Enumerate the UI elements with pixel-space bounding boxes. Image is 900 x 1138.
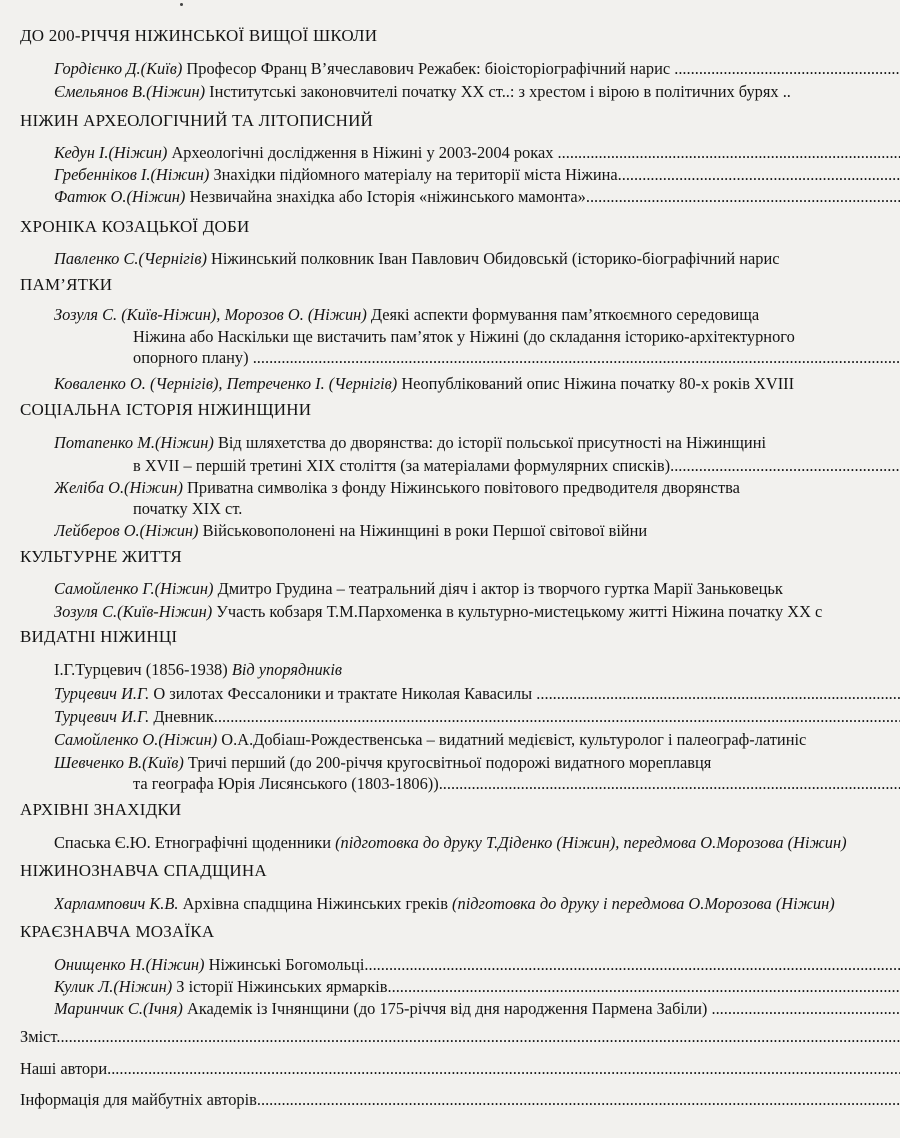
entry-title: Знахідки підйомного матеріалу на території міста Ніжина — [209, 165, 618, 184]
entry-title: Військовополонені на Ніжинщині в роки Першої світової війни — [198, 521, 648, 540]
entry-title: Дневник — [149, 707, 214, 726]
leader-dots — [711, 999, 900, 1018]
toc-entry — [54, 248, 900, 269]
toc-entry — [54, 683, 900, 704]
section-title: ВИДАТНІ НІЖИНЦІ — [20, 627, 178, 646]
toc-entry — [54, 477, 900, 498]
entry-title: О зилотах Фессалоники и трактате Николая Кавасилы — [149, 684, 537, 703]
entry-continuation: та географа Юрія Лисянського (1803-1806)) ..... — [133, 773, 900, 794]
toc-entry — [54, 164, 900, 185]
entry-author: Гордієнко Д.(Київ) — [54, 59, 183, 78]
entry-author: Лейберов О.(Ніжин) — [54, 521, 199, 540]
section-title: НІЖИН АРХЕОЛОГІЧНИЙ ТА ЛІТОПИСНИЙ — [20, 111, 374, 130]
entry-author: Ємельянов В.(Ніжин) — [54, 82, 206, 101]
section-title: КУЛЬТУРНЕ ЖИТТЯ — [20, 547, 182, 566]
entry-author: Спаська Є.Ю. — [54, 833, 151, 852]
entry-title: З історії Ніжинських ярмарків — [172, 977, 388, 996]
toc-entry — [54, 998, 900, 1019]
toc-entry — [54, 601, 900, 622]
entry-title: Тричі перший (до 200-річчя кругосвітньої подорожі видатного мореплавця — [183, 753, 712, 772]
toc-entry — [54, 954, 900, 975]
leader-dots — [214, 707, 900, 726]
toc-entry — [54, 706, 900, 727]
toc-footer-authors: Наші автори ..... — [20, 1059, 900, 1079]
entry-title: Дмитро Грудина – театральний діяч і актор із творчого гуртка Марії Заньковецьк — [213, 579, 783, 598]
entry-author: Кедун І.(Ніжин) — [54, 143, 168, 162]
entry-note: (підготовка до друку і передмова О.Морозова (Ніжин) — [452, 894, 835, 913]
section-title: КРАЄЗНАВЧА МОЗАЇКА — [20, 922, 215, 941]
toc-entry — [54, 432, 900, 453]
toc-entry — [54, 832, 900, 853]
entry-title: Приватна символіка з фонду Ніжинського повітового предводителя дворянства — [182, 478, 740, 497]
entry-note: Від упорядників — [231, 660, 342, 679]
entry-author: Самойленко Г.(Ніжин) — [54, 579, 214, 598]
entry-title: Етнографічні щоденники — [150, 833, 336, 852]
toc-entry — [54, 373, 900, 394]
entry-title: Археологічні дослідження в Ніжині у 2003-2004 роках — [167, 143, 558, 162]
section-title: ДО 200-РІЧЧЯ НІЖИНСЬКОЇ ВИЩОЇ ШКОЛИ — [20, 26, 378, 45]
toc-entry — [54, 893, 900, 914]
entry-title: Деякі аспекти формування пам’яткоємного середовища — [366, 305, 760, 324]
leader-dots — [558, 143, 900, 162]
leader-dots — [674, 59, 900, 78]
entry-author: Турцевич И.Г. — [54, 707, 150, 726]
entry-title: Академік із Ічнянщини (до 175-річчя від дня народження Пармена Забіли) — [182, 999, 712, 1018]
entry-title: Інститутські законовчителі початку XX ст..: з хрестом і вірою в політичних бурях .. — [205, 82, 791, 101]
leader-dots — [107, 1059, 900, 1078]
toc-entry — [54, 729, 900, 750]
leader-dots — [586, 187, 900, 206]
toc-entry — [54, 752, 900, 773]
toc-entry — [54, 186, 900, 207]
entry-author: Зозуля С.(Київ-Ніжин) — [54, 602, 213, 621]
entry-title: Професор Франц В’ячеславович Режабек: біоісторіографічний нарис — [182, 59, 675, 78]
toc-entry — [54, 142, 900, 163]
leader-dots — [253, 348, 900, 367]
entry-title: Ніжинський полковник Іван Павлович Обидовськй (історико-біографічний нарис — [206, 249, 780, 268]
entry-author: Онищенко Н.(Ніжин) — [54, 955, 205, 974]
entry-author: Фатюк О.(Ніжин) — [54, 187, 186, 206]
entry-title: Від шляхетства до дворянства: до історії польської присутності на Ніжинщині — [213, 433, 767, 452]
entry-author: Коваленко О. (Чернігів), Петреченко І. (Чернігів) — [54, 374, 398, 393]
entry-author: Павленко С.(Чернігів) — [54, 249, 207, 268]
entry-title: Незвичайна знахідка або Історія «ніжинського мамонта» — [185, 187, 586, 206]
entry-author: Маринчик С.(Ічня) — [54, 999, 183, 1018]
toc-entry — [54, 520, 900, 541]
entry-title: О.А.Добіаш-Рождественська – видатний медієвіст, культуролог і палеограф-латиніс — [217, 730, 807, 749]
entry-continuation: початку XIX ст. — [133, 499, 243, 518]
toc-entry — [54, 976, 900, 997]
entry-title: Участь кобзаря Т.М.Пархоменка в культурно-мистецькому житті Ніжина початку XX с — [212, 602, 823, 621]
entry-title: Ніжинські Богомольці — [204, 955, 365, 974]
entry-title: І.Г.Турцевич (1856-1938) — [54, 660, 232, 679]
toc-footer-info: Інформація для майбутніх авторів ..... — [20, 1090, 900, 1110]
toc-entry — [54, 304, 900, 325]
leader-dots — [364, 955, 900, 974]
section-title: ХРОНІКА КОЗАЦЬКОЇ ДОБИ — [20, 217, 250, 236]
leader-dots — [670, 456, 900, 475]
toc-entry — [54, 659, 900, 680]
entry-continuation: Ніжина або Наскільки ще вистачить пам’яток у Ніжині (до складання історико-архітектурного — [133, 327, 795, 346]
entry-author: Турцевич И.Г. — [54, 684, 150, 703]
section-title: НІЖИНОЗНАВЧА СПАДЩИНА — [20, 861, 267, 880]
entry-continuation: опорного плану) ..... — [133, 347, 900, 368]
leader-dots — [56, 1027, 900, 1046]
entry-author: Самойленко О.(Ніжин) — [54, 730, 218, 749]
leader-dots — [536, 684, 900, 703]
toc-entry — [54, 81, 900, 102]
leader-dots — [618, 165, 900, 184]
entry-author: Гребенніков І.(Ніжин) — [54, 165, 210, 184]
entry-author: Шевченко В.(Київ) — [54, 753, 184, 772]
entry-author: Потапенко М.(Ніжин) — [54, 433, 214, 452]
entry-author: Зозуля С. (Київ-Ніжин), Морозов О. (Ніжин) — [54, 305, 367, 324]
toc-footer-contents: Зміст ..... — [20, 1027, 900, 1047]
entry-author: Кулик Л.(Ніжин) — [54, 977, 173, 996]
entry-note: (підготовка до друку Т.Діденко (Ніжин), передмова О.Морозова (Ніжин) — [335, 833, 847, 852]
entry-author: Желіба О.(Ніжин) — [54, 478, 183, 497]
section-title: СОЦІАЛЬНА ІСТОРІЯ НІЖИНЩИНИ — [20, 400, 312, 419]
entry-title: Архівна спадщина Ніжинських греків — [178, 894, 453, 913]
leader-dots — [439, 774, 900, 793]
section-title: ПАМ’ЯТКИ — [20, 275, 113, 294]
toc-entry — [54, 578, 900, 599]
toc-entry — [54, 58, 900, 79]
leader-dots — [388, 977, 900, 996]
entry-author: Харлампович К.В. — [54, 894, 179, 913]
scan-speck — [180, 3, 183, 6]
section-title: АРХІВНІ ЗНАХІДКИ — [20, 800, 182, 819]
entry-title: Неопублікований опис Ніжина початку 80-х років XVIII — [397, 374, 795, 393]
leader-dots — [257, 1090, 900, 1109]
entry-continuation: в XVII – першій третині XIX століття (за матеріалами формулярних списків) ..... — [133, 455, 900, 476]
